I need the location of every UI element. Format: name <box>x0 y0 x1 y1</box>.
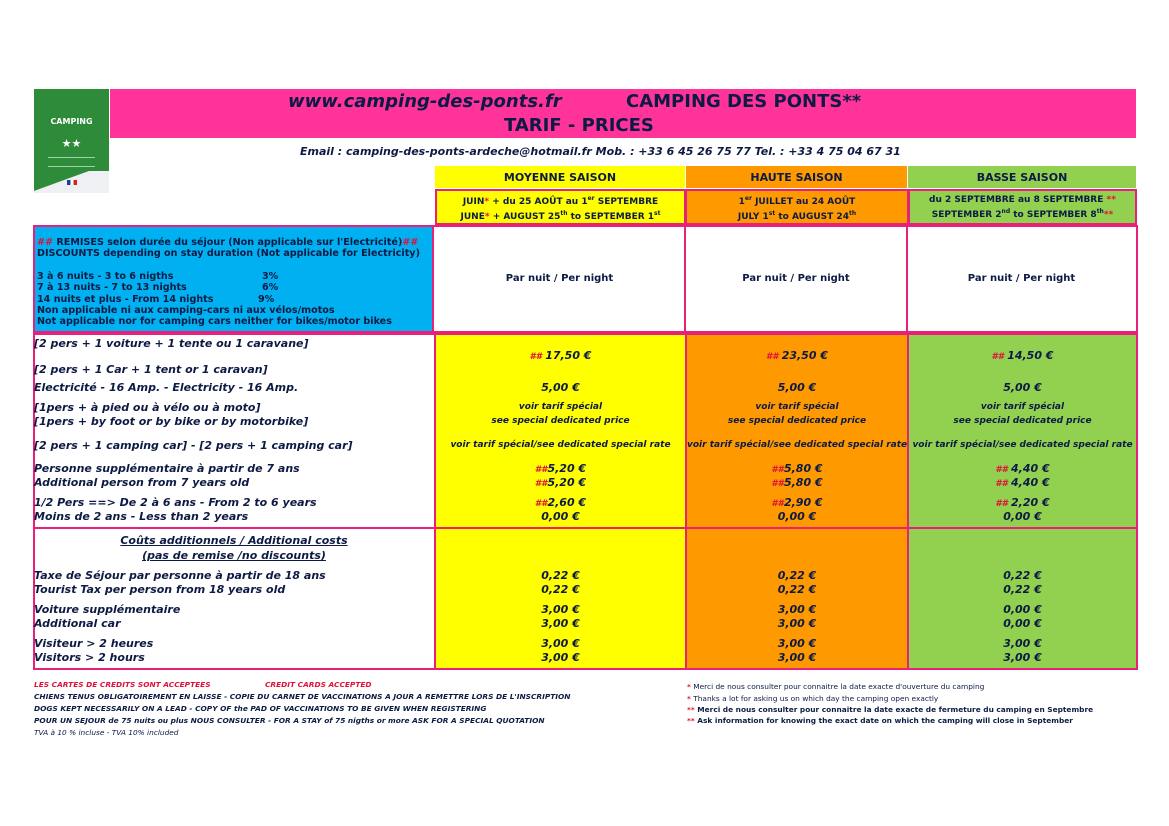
rate-under2-high: 0,00 € <box>777 510 817 523</box>
rate-under2-mid: 0,00 € <box>541 510 580 523</box>
cost-car-low-2: 0,00 € <box>1003 617 1042 630</box>
cost-tax-high-2: 0,22 € <box>777 583 817 596</box>
footer-dogs-fr: CHIENS TENUS OBLIGATOIREMENT EN LAISSE - COPIE DU CARNET DE VACCINATIONS A JOUR A REMETTRE LORS DE L'INSCRIPTION <box>34 692 571 701</box>
cost-tax-mid: 0,22 € <box>541 569 580 582</box>
cost-car-mid: 3,00 € <box>541 603 580 616</box>
page-subtitle: TARIF - PRICES <box>504 115 654 136</box>
cost-visitor-mid: 3,00 € <box>541 637 580 650</box>
season-name: BASSE SAISON <box>976 171 1068 184</box>
season-header-high <box>686 166 907 188</box>
cost-visitor-low: 3,00 € <box>1003 637 1042 650</box>
season-dates-en: JUNE* + AUGUST 25th to SEPTEMBER 1st <box>460 210 661 222</box>
cost-tax-mid-2: 0,22 € <box>541 583 580 596</box>
cost-visitor-low-2: 3,00 € <box>1003 651 1042 664</box>
footnote: * Merci de nous consulter pour connaitre la date exacte d'ouverture du camping <box>687 682 985 691</box>
rate-extra-mid: ##5,20 € <box>534 462 587 475</box>
rate-label-camping-car: [2 pers + 1 camping car] - [2 pers + 1 camping car] <box>34 439 353 452</box>
rate-electricity-high: 5,00 € <box>777 381 817 394</box>
discount-row: 7 à 13 nuits - 7 to 13 nights 6% <box>37 282 279 294</box>
season-header-low <box>908 166 1136 188</box>
rate-label-foot-fr: [1pers + à pied ou à vélo ou à moto] <box>34 401 261 414</box>
costs-title: Coûts additionnels / Additional costs <box>120 534 348 547</box>
cost-label-tax-en: Tourist Tax per person from 18 years old <box>34 583 286 596</box>
rate-pitch-high: ## 23,50 € <box>766 349 828 362</box>
website-link[interactable]: www.camping-des-ponts.fr <box>288 91 562 112</box>
discounts-title-fr: ## REMISES selon durée du séjour (Non applicable sur l'Electricité)## <box>37 237 419 248</box>
rate-label-pitch-fr: [2 pers + 1 voiture + 1 tente ou 1 caravane] <box>34 337 309 350</box>
flag-icon <box>67 180 77 185</box>
season-dates-fr: du 2 SEPTEMBRE au 8 SEPTEMBRE ** <box>929 195 1116 205</box>
camping-logo <box>34 89 109 193</box>
cost-car-high-2: 3,00 € <box>777 617 817 630</box>
discount-row: 3 à 6 nuits - 3 to 6 nigths 3% <box>37 270 279 282</box>
rate-extra-mid-2: ##5,20 € <box>534 476 587 489</box>
season-dates-fr: JUIN* + du 25 AOÛT au 1er SEPTEMBRE <box>462 195 659 207</box>
logo-divider <box>48 157 95 167</box>
cost-label-visitor-en: Visitors > 2 hours <box>34 651 145 664</box>
per-night-label: Par nuit / Per night <box>967 273 1076 284</box>
season-dates-fr: 1er JUILLET au 24 AOÛT <box>738 195 856 207</box>
rate-camping-car-mid: voir tarif spécial/see dedicated special rate <box>450 440 671 450</box>
footnote: ** Merci de nous consulter pour connaitre la date exacte de fermeture du camping en Septembre <box>687 705 1094 714</box>
footer-dogs-en: DOGS KEPT NECESSARILY ON A LEAD - COPY OF the PAD OF VACCINATIONS TO BE GIVEN WHEN REGISTERING <box>34 704 487 713</box>
logo-label: CAMPING <box>50 117 93 126</box>
discounts-note-en: Not applicable nor for camping cars neither for bikes/motor bikes <box>37 316 392 328</box>
per-night-label: Par nuit / Per night <box>505 273 614 284</box>
rate-label-pitch-en: [2 pers + 1 Car + 1 tent or 1 caravan] <box>34 363 268 376</box>
cost-label-car-fr: Voiture supplémentaire <box>34 603 181 616</box>
rate-electricity-low: 5,00 € <box>1003 381 1042 394</box>
rate-half-high: ##2,90 € <box>771 496 823 509</box>
cost-visitor-high-2: 3,00 € <box>777 651 817 664</box>
cost-car-low: 0,00 € <box>1003 603 1042 616</box>
season-dates-en: JULY 1st to AUGUST 24th <box>737 210 857 222</box>
star-icon: ★★ <box>61 137 82 150</box>
header-banner <box>110 89 1136 138</box>
rate-extra-high: ##5,80 € <box>771 462 823 475</box>
rate-camping-car-high: voir tarif spécial/see dedicated special rate <box>687 440 908 450</box>
discounts-box <box>33 225 434 333</box>
footer-cards-fr: LES CARTES DE CREDITS SONT ACCEPTEES <box>34 680 211 689</box>
footnote: * Thanks a lot for asking us on which day the camping open exactly <box>687 694 939 703</box>
rate-label-extra-fr: Personne supplémentaire à partir de 7 ans <box>34 462 300 475</box>
rate-foot-high-fr: voir tarif spécial <box>755 402 839 412</box>
cost-label-visitor-fr: Visiteur > 2 heures <box>34 637 154 650</box>
rate-pitch-low: ## 14,50 € <box>991 349 1054 362</box>
contact-line: Email : camping-des-ponts-ardeche@hotmail.fr Mob. : +33 6 45 26 75 77 Tel. : +33 4 75 04 67 31 <box>300 145 901 158</box>
cost-tax-low: 0,22 € <box>1003 569 1042 582</box>
footer-stay: POUR UN SEJOUR de 75 nuits ou plus NOUS CONSULTER - FOR A STAY of 75 nigths or more ASK FOR A SPECIAL QUOTATION <box>34 716 545 725</box>
rate-label-half-en: Moins de 2 ans - Less than 2 years <box>34 510 249 523</box>
cost-label-tax-fr: Taxe de Séjour par personne à partir de 18 ans <box>34 569 326 582</box>
rate-foot-mid-en: see special dedicated price <box>491 416 630 426</box>
discounts-title-en: DISCOUNTS depending on stay duration (Not applicable for Electricity) <box>37 248 420 260</box>
discounts-note-fr: Non applicable ni aux camping-cars ni aux vélos/motos <box>37 305 335 317</box>
season-dates-en: SEPTEMBER 2nd to SEPTEMBER 8th** <box>931 208 1114 220</box>
rate-label-electricity: Electricité - 16 Amp. - Electricity - 16 Amp. <box>34 381 299 394</box>
cost-visitor-mid-2: 3,00 € <box>541 651 580 664</box>
rate-extra-low: ## 4,40 € <box>995 462 1050 475</box>
logo-base <box>34 171 109 193</box>
footnote: ** Ask information for knowing the exact date on which the camping will close in September <box>687 716 1073 725</box>
rate-foot-mid-fr: voir tarif spécial <box>518 402 603 412</box>
rate-half-mid: ##2,60 € <box>534 496 587 509</box>
rate-extra-low-2: ## 4,40 € <box>995 476 1050 489</box>
rate-extra-high-2: ##5,80 € <box>771 476 823 489</box>
footer-tva: TVA à 10 % incluse - TVA 10% included <box>34 728 179 737</box>
rate-half-low: ## 2,20 € <box>995 496 1050 509</box>
rate-pitch-mid: ## 17,50 € <box>529 349 592 362</box>
rate-foot-high-en: see special dedicated price <box>727 416 867 426</box>
rate-label-half-fr: 1/2 Pers ==> De 2 à 6 ans - From 2 to 6 years <box>34 496 317 509</box>
cost-car-mid-2: 3,00 € <box>541 617 580 630</box>
footer-cards-en: CREDIT CARDS ACCEPTED <box>265 680 372 689</box>
season-dates-mid <box>435 189 686 225</box>
rate-label-extra-en: Additional person from 7 years old <box>34 476 250 489</box>
rate-camping-car-low: voir tarif spécial/see dedicated special rate <box>912 440 1133 450</box>
discount-row: 14 nuits et plus - From 14 nights 9% <box>37 293 275 305</box>
cost-visitor-high: 3,00 € <box>777 637 817 650</box>
rate-electricity-mid: 5,00 € <box>541 381 580 394</box>
season-dates-high <box>685 189 909 225</box>
rate-label-foot-en: [1pers + by foot or by bike or by motorbike] <box>34 415 309 428</box>
per-night-row <box>434 225 1138 333</box>
season-dates-low <box>908 189 1137 225</box>
cost-tax-high: 0,22 € <box>777 569 817 582</box>
per-night-label: Par nuit / Per night <box>742 273 850 284</box>
season-header-mid <box>435 166 685 188</box>
season-name: HAUTE SAISON <box>750 171 843 184</box>
rate-foot-low-fr: voir tarif spécial <box>980 402 1065 412</box>
rate-under2-low: 0,00 € <box>1003 510 1042 523</box>
season-name: MOYENNE SAISON <box>503 171 617 184</box>
cost-car-high: 3,00 € <box>777 603 817 616</box>
rate-foot-low-en: see special dedicated price <box>953 416 1092 426</box>
costs-subtitle: (pas de remise /no discounts) <box>142 549 326 562</box>
cost-tax-low-2: 0,22 € <box>1003 583 1042 596</box>
page-title: CAMPING DES PONTS** <box>626 91 862 112</box>
cost-label-car-en: Additional car <box>34 617 121 630</box>
